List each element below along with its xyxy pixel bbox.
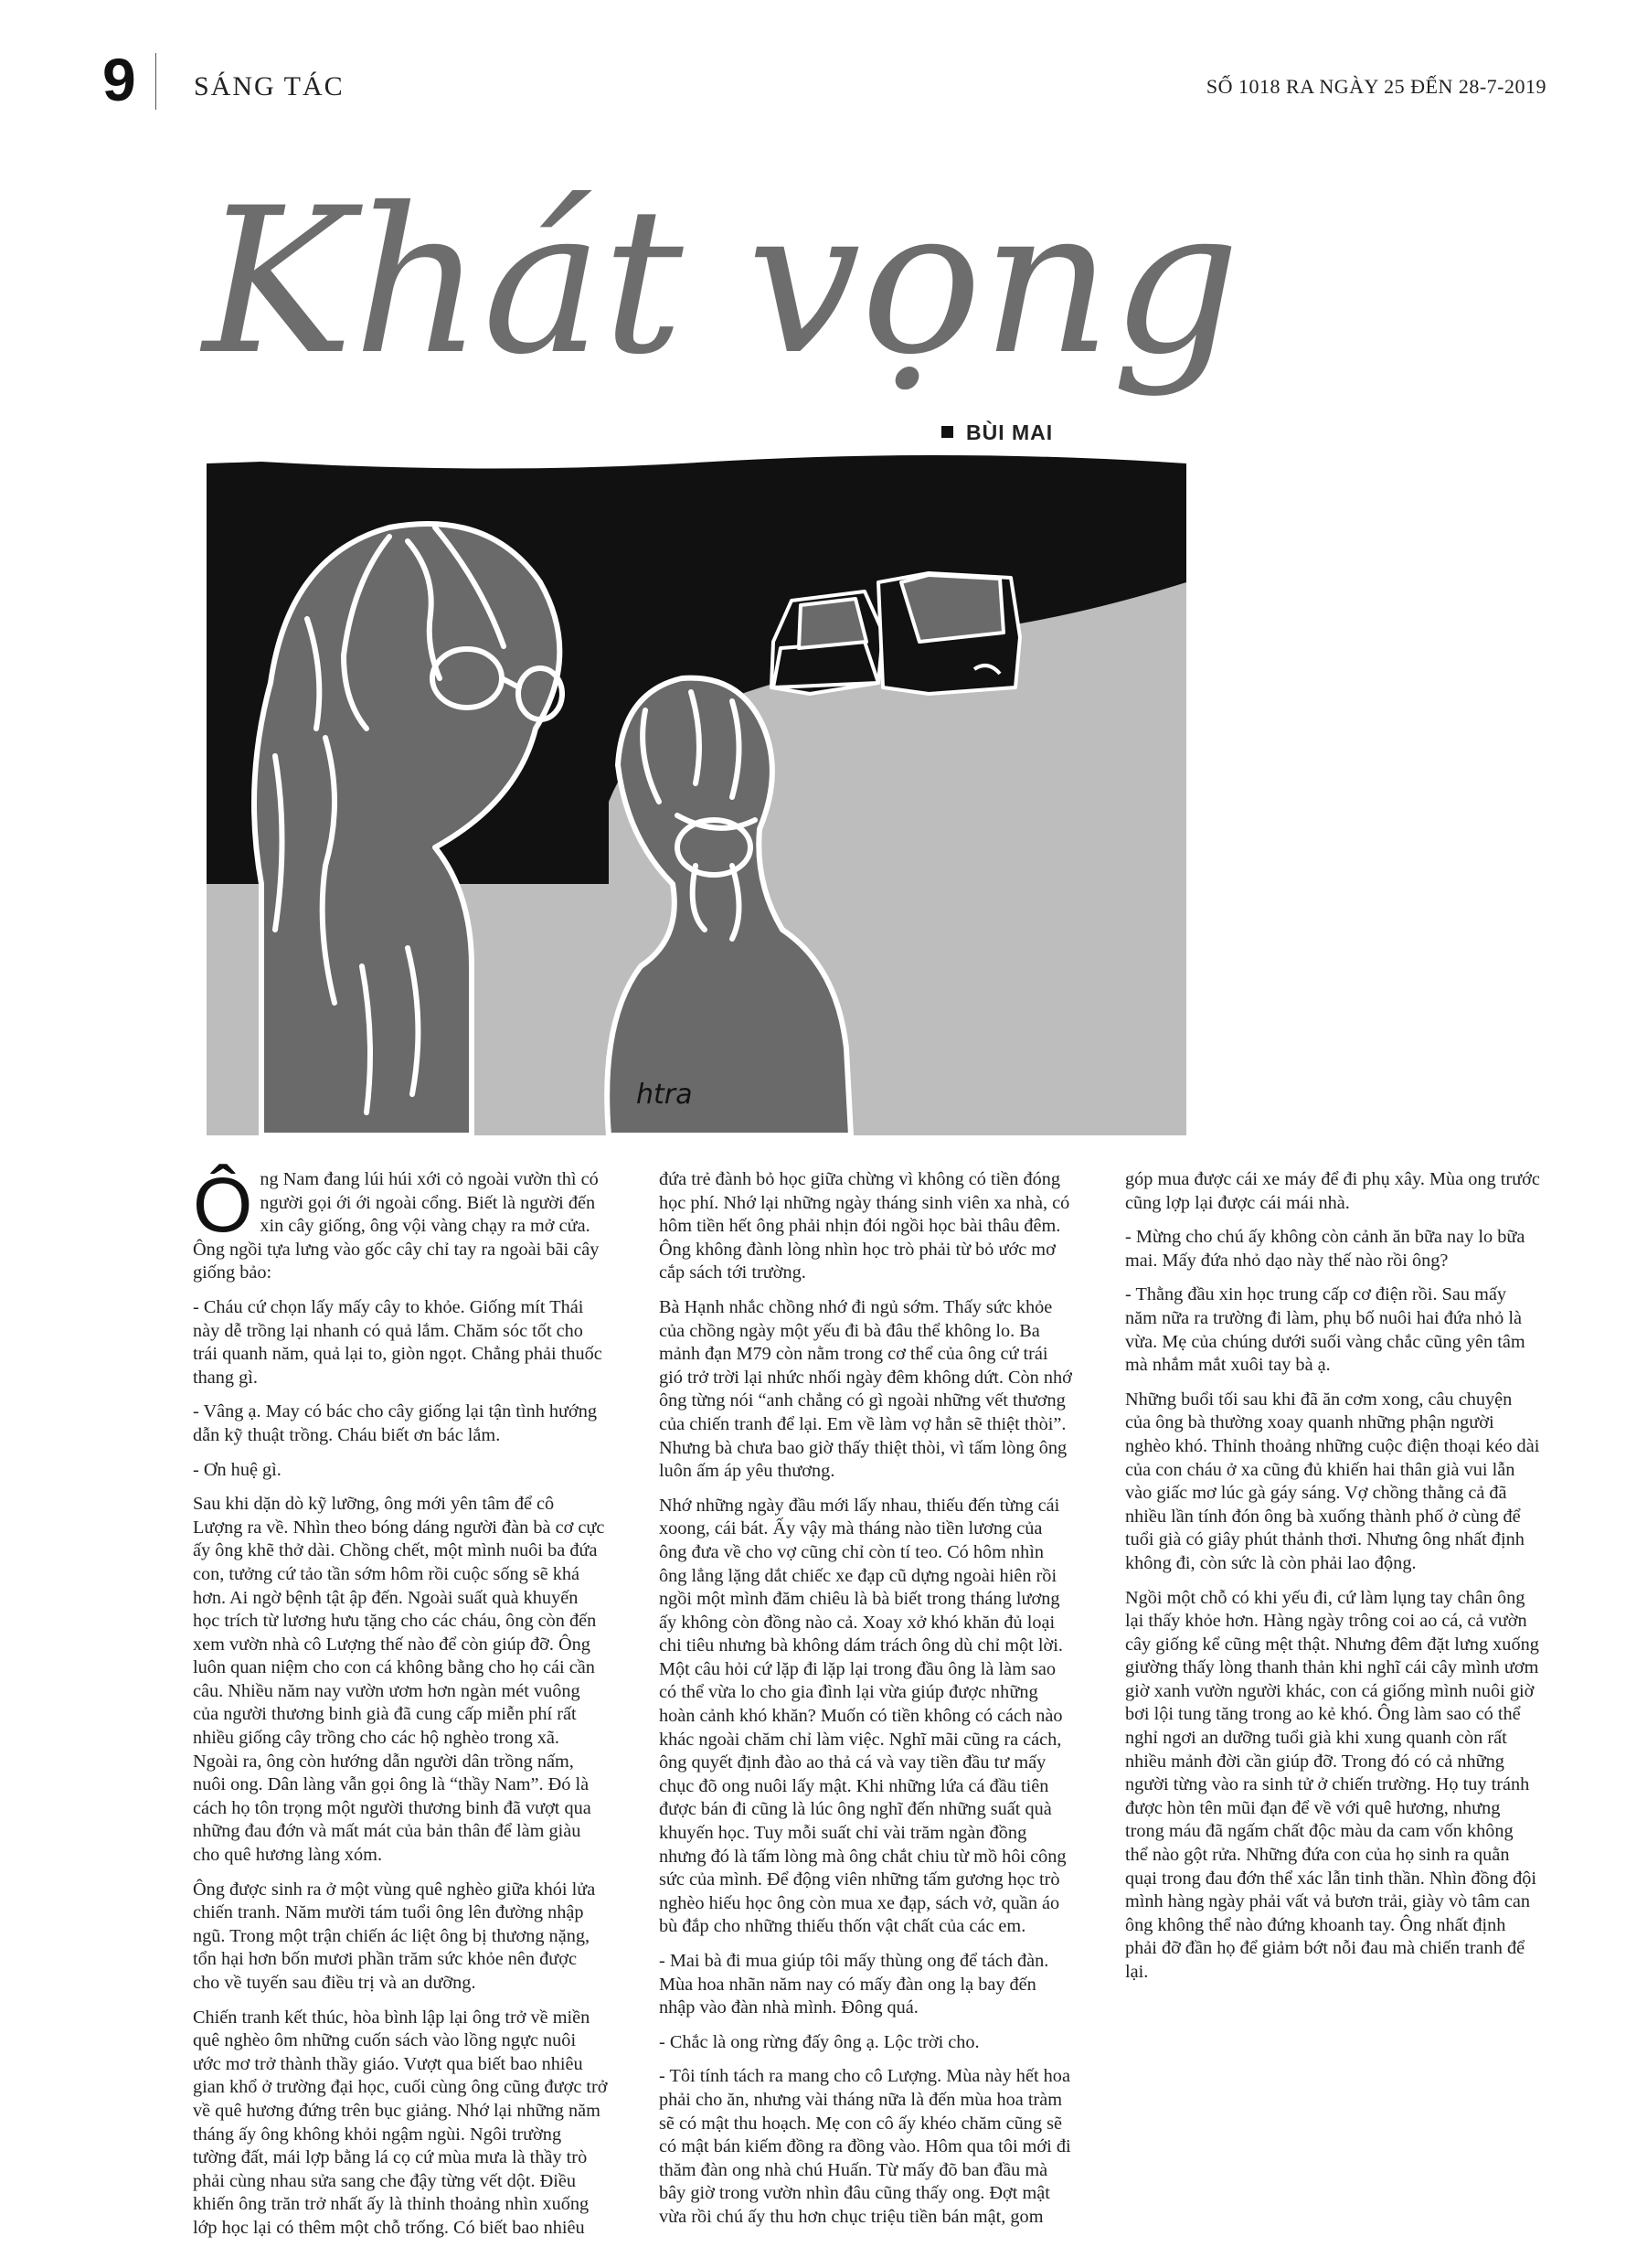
article-paragraph: - Tôi tính tách ra mang cho cô Lượng. Mùa này hết hoa phải cho ăn, nhưng vài tháng nữa là đến mùa hoa tràm sẽ có mật thu hoạch. Mẹ con cô ấy khéo chăm cũng sẽ có mật bán kiếm đồng ra đồng vào. Hôm qua tôi mới đi thăm đàn ong nhà chú Huấn. Từ mấy đõ ban đầu mà bây giờ trong vườn nhìn đâu cũng thấy ong. Đợt mật vừa rồi chú ấy thu hơn chục triệu tiền bán mật, gom góp mua được cái xe máy để đi phụ xây. Mùa ong trước cũng lợp lại được cái mái nhà. [659,1169,1540,2227]
article-paragraph: - Ơn huệ gì. [193,1459,282,1480]
article-paragraph: Sau khi dặn dò kỹ lưỡng, ông mới yên tâm để cô Lượng ra về. Nhìn theo bóng dáng người đàn bà cơ cực ấy ông khẽ thở dài. Chồng chết, một mình nuôi ba đứa con, tưởng cứ tảo tần sớm hôm rồi cuộc sống sẽ khá hơn. Ai ngờ bệnh tật ập đến. Ngoài suất quà khuyến học trích từ lương hưu tặng cho các cháu, ông còn đến xem vườn nhà cô Lượng thế nào để còn giúp đỡ. Ông luôn quan niệm cho con cá không bằng cho họ cái cần câu. Nhiều năm nay vườn ươm hơn ngàn mét vuông của người thương binh già đã cung cấp miễn phí rất nhiều giống cây trồng cho các hộ nghèo trong xã. Ngoài ra, ông còn hướng dẫn người dân trồng nấm, nuôi ong. Dân làng vẫn gọi ông là “thầy Nam”. Đó là cách họ tôn trọng một người thương binh đã vượt qua những đau đớn và mất mát của bản thân để làm giàu cho quê hương làng xóm. [193,1494,605,1866]
article-paragraph: - Mai bà đi mua giúp tôi mấy thùng ong để tách đàn. Mùa hoa nhãn năm nay có mấy đàn ong lạ bay đến nhập vào đàn nhà mình. Đông quá. [659,1951,1049,2018]
article-paragraph [193,1162,608,1285]
article-paragraph: Những buổi tối sau khi đã ăn cơm xong, câu chuyện của ông bà thường xoay quanh những phận người nghèo khó. Thỉnh thoảng những cuộc điện thoại kéo dài của con cháu ở xa cũng đủ khiến hai thân già vui lẫn vào giấc mơ lúc gà gáy sáng. Vợ chồng thằng cả đã nhiều lần tính đón ông bà xuống thành phố ở cùng để tuổi già có giây phút thảnh thơi. Nhưng ông nhất định không đi, còn sức là còn phải lao động. [1125,1389,1540,1573]
article-body [193,1162,1540,2252]
article-title: Khát vọng [203,165,1240,399]
first-paragraph-text: ng Nam đang lúi húi xới cỏ ngoài vườn thì có người gọi ới ới ngoài cổng. Biết là người đến xin cây giống, ông vội vàng chạy ra mở cửa. Ông ngồi tựa lưng vào gốc cây chỉ tay ra ngoài bãi cây giống bảo: [193,1169,600,1283]
page-header [102,48,1546,112]
article-paragraph: - Mừng cho chú ấy không còn cảnh ăn bữa nay lo bữa mai. Mấy đứa nhỏ dạo này thế nào rồi ông? [1125,1227,1525,1271]
artist-signature [636,1079,693,1111]
article-illustration [207,454,1186,1135]
article-paragraph: - Chắc là ong rừng đấy ông ạ. Lộc trời cho. [659,2031,980,2052]
section-name: SÁNG TÁC [194,71,345,101]
author-name: BÙI MAI [966,421,1054,444]
drop-cap: Ô [193,1162,253,1248]
article-paragraph: Ngồi một chỗ có khi yếu đi, cứ làm lụng tay chân ông lại thấy khỏe hơn. Hàng ngày trông coi ao cá, cả vườn cây giống kể cũng mệt thật. Nhưng đêm đặt lưng xuống giường thấy lòng thanh thản khi nghĩ cái cây mình ươm giờ xanh vườn người khác, con cá giống mình nuôi giờ bơi lội tung tăng trong ao kẻ khó. Ông làm sao có thể nghỉ ngơi an dưỡng tuổi già khi xung quanh còn rất nhiều mảnh đời cần giúp đỡ. Trong đó có cả những người từng vào ra sinh tử ở chiến trường. Họ tuy tránh được hòn tên mũi đạn để về với quê hương, nhưng trong máu đã ngấm chất độc màu da cam vốn không thể nào gột rửa. Những đứa con của họ sinh ra quằn quại trong đau đớn thể xác lẫn tinh thần. Nhìn đồng đội mình hàng ngày phải vất vả bươn trải, giày vò tâm can ông không thể nào đứng khoanh tay. Ông nhất định phải đỡ đần họ để giảm bớt nỗi đau mà chiến tranh để lại. [1125,1587,1539,1982]
article-paragraph: - Thằng đầu xin học trung cấp cơ điện rồi. Sau mấy năm nữa ra trường đi làm, phụ bố nuôi hai đứa nhỏ là vừa. Mẹ của chúng dưới suối vàng chắc cũng yên tâm mà nhắm mắt xuôi tay bà ạ. [1125,1284,1525,1376]
author-byline [941,421,1053,445]
car-left [771,591,883,694]
article-paragraph: Bà Hạnh nhắc chồng nhớ đi ngủ sớm. Thấy sức khỏe của chồng ngày một yếu đi bà đâu thể không lo. Ba mảnh đạn M79 còn nằm trong cơ thể của ông cứ trái gió trở trời lại nhức nhối ngày đêm không dứt. Còn nhớ ông từng nói “anh chẳng có gì ngoài những vết thương của chiến tranh để lại. Em về làm vợ hẳn sẽ thiệt thòi”. Nhưng bà chưa bao giờ thấy thiệt thòi, vì tấm lòng ông luôn ấm áp yêu thương. [659,1296,1072,1482]
issue-info: SỐ 1018 RA NGÀY 25 ĐẾN 28-7-2019 [1206,75,1546,98]
article-paragraph: Ông được sinh ra ở một vùng quê nghèo giữa khói lửa chiến tranh. Năm mười tám tuổi ông lên đường nhập ngũ. Trong một trận chiến ác liệt ông bị thương nặng, tổn hại hơn bốn mươi phần trăm sức khỏe nên được cho về tuyến sau điều trị và an dưỡng. [193,1879,596,1993]
article-paragraph: Chiến tranh kết thúc, hòa bình lập lại ông trở về miền quê nghèo ôm những cuốn sách vào lồng ngực nuôi ước mơ trở thành thầy giáo. Vượt qua biết bao nhiêu gian khổ ở trường đại học, cuối cùng ông cũng được trở về quê hương đứng trên bục giảng. Nhớ lại những năm tháng ấy ông không khỏi ngậm ngùi. Ngôi trường tường đất, mái lợp bằng lá cọ cứ mùa mưa là thầy trò phải cùng nhau sửa sang che đậy từng vết dột. Điều khiến ông trăn trở nhất ấy là thỉnh thoảng nhìn xuống lớp học lại có thêm một chỗ trống. Có biết bao nhiêu đứa trẻ đành bỏ học giữa chừng vì không có tiền đóng học phí. Nhớ lại những ngày tháng sinh viên xa nhà, có hôm tiền hết ông phải nhịn đói ngồi học bài thâu đêm. Ông không đành lòng nhìn học trò phải từ bỏ ước mơ cắp sách tới trường. [193,1169,1070,2238]
byline-square-icon [941,426,953,438]
car-right [878,573,1020,694]
article-paragraph: - Cháu cứ chọn lấy mấy cây to khỏe. Giống mít Thái này dễ trồng lại nhanh có quả lắm. Chăm sóc tốt cho trái quanh năm, quả lại to, giòn ngọt. Chẳng phải thuốc thang gì. [193,1296,602,1388]
article-paragraph: - Vâng ạ. May có bác cho cây giống lại tận tình hướng dẫn kỹ thuật trồng. Cháu biết ơn bác lắm. [193,1401,598,1445]
article-paragraph: Nhớ những ngày đầu mới lấy nhau, thiếu đến từng cái xoong, cái bát. Ấy vậy mà tháng nào tiền lương của ông đưa về cho vợ cũng chỉ còn tí teo. Có hôm nhìn ông lẳng lặng dắt chiếc xe đạp cũ dựng ngoài hiên rồi ngồi một mình đăm chiêu là bà biết trong tháng lương ấy không còn đồng nào cả. Xoay xở khó khăn đủ loại chi tiêu nhưng bà không dám trách ông dù chỉ một lời. Một câu hỏi cứ lặp đi lặp lại trong đầu ông là làm sao có thể vừa lo cho gia đình lại vừa giúp được những hoàn cảnh khó khăn? Muốn có tiền không có cách nào khác ngoài chăm chỉ làm việc. Nghĩ mãi cũng ra cách, ông quyết định đào ao thả cá và vay tiền đầu tư mấy chục đõ ong nuôi lấy mật. Khi những lứa cá đầu tiên được bán đi cũng là lúc ông nghĩ đến những suất quà khuyến học. Tuy mỗi suất chỉ vài trăm ngàn đồng nhưng đó là tấm lòng mà ông chắt chiu từ mồ hôi công sức của mình. Để động viên những tấm gương học trò nghèo hiếu học ông còn mua xe đạp, sách vở, quần áo bù đắp cho những thiếu thốn vật chất của các em. [659,1495,1067,1937]
header-divider [155,53,156,110]
page-number: 9 [102,46,136,113]
signature-text: htra [636,1079,693,1111]
